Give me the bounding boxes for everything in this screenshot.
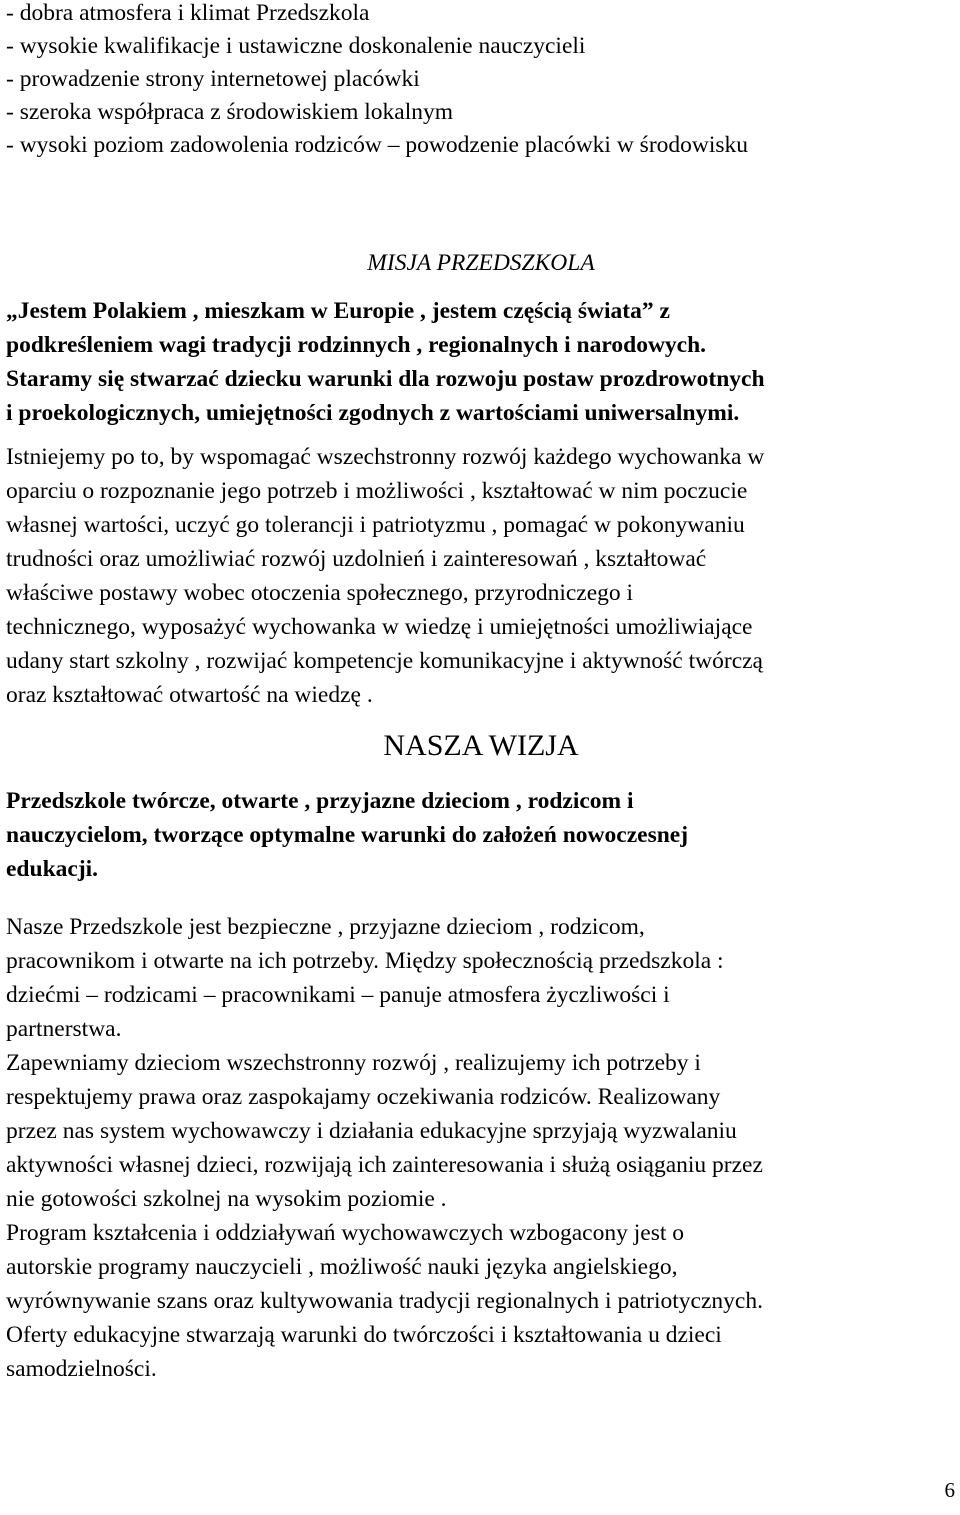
body-line: wyrównywanie szans oraz kultywowania tradycji regionalnych i patriotycznych. [6, 1288, 763, 1314]
body-line: przez nas system wychowawczy i działania edukacyjne sprzyjają wyzwalaniu [6, 1118, 737, 1144]
body-line: dziećmi – rodzicami – pracownikami – panuje atmosfera życzliwości i [6, 982, 670, 1008]
paragraph-line: udany start szkolny , rozwijać kompetencje komunikacyjne i aktywność twórczą [6, 648, 763, 674]
statement-line: Przedszkole twórcze, otwarte , przyjazne dzieciom , rodzicom i [6, 788, 634, 814]
body-line: nie gotowości szkolnej na wysokim poziomie . [6, 1186, 447, 1212]
statement-line: Staramy się stwarzać dziecku warunki dla rozwoju postaw prozdrowotnych [6, 366, 765, 392]
paragraph-line: właściwe postawy wobec otoczenia społecznego, przyrodniczego i [6, 580, 634, 606]
paragraph-line: oraz kształtować otwartość na wiedzę . [6, 682, 373, 708]
body-line: Oferty edukacyjne stwarzają warunki do twórczości i kształtowania u dzieci [6, 1322, 722, 1348]
document-page [6, 0, 956, 1386]
misja-statement [6, 362, 956, 430]
paragraph-line: Istniejemy po to, by wspomagać wszechstronny rozwój każdego wychowanka w [6, 444, 765, 470]
misja-heading: MISJA PRZEDSZKOLA [367, 250, 595, 276]
body-line: respektujemy prawa oraz zaspokajamy oczekiwania rodziców. Realizowany [6, 1084, 721, 1110]
statement-line: nauczycielom, tworzące optymalne warunki do założeń nowoczesnej [6, 822, 689, 848]
bullet-item: - prowadzenie strony internetowej placówki [6, 66, 420, 92]
body-line: Zapewniamy dzieciom wszechstronny rozwój , realizujemy ich potrzeby i [6, 1050, 701, 1076]
body-line: autorskie programy nauczycieli , możliwość nauki języka angielskiego, [6, 1254, 678, 1280]
page-number: 6 [944, 1478, 955, 1502]
body-line: Program kształcenia i oddziaływań wychowawczych wzbogacony jest o [6, 1220, 685, 1246]
bullet-item: - dobra atmosfera i klimat Przedszkola [6, 0, 370, 26]
misja-paragraph [6, 440, 956, 712]
statement-line: i proekologicznych, umiejętności zgodnych z wartościami uniwersalnymi. [6, 400, 740, 426]
bullet-item: - szeroka współpraca z środowiskiem lokalnym [6, 99, 454, 125]
body-line: samodzielności. [6, 1356, 157, 1382]
misja-motto [6, 294, 956, 362]
motto-line: podkreśleniem wagi tradycji rodzinnych , regionalnych i narodowych. [6, 332, 707, 358]
paragraph-line: trudności oraz umożliwiać rozwój uzdolnień i zainteresowań , kształtować [6, 546, 707, 572]
paragraph-line: własnej wartości, uczyć go tolerancji i patriotyzmu , pomagać w pokonywaniu [6, 512, 745, 538]
body-line: Nasze Przedszkole jest bezpieczne , przyjazne dzieciom , rodzicom, [6, 914, 645, 940]
paragraph-line: technicznego, wyposażyć wychowanka w wiedzę i umiejętności umożliwiające [6, 614, 753, 640]
wizja-heading: NASZA WIZJA [383, 729, 579, 762]
bullet-item: - wysokie kwalifikacje i ustawiczne doskonalenie nauczycieli [6, 33, 586, 59]
wizja-body [6, 910, 956, 1386]
motto-line: „Jestem Polakiem , mieszkam w Europie , jestem częścią świata” z [6, 298, 670, 324]
paragraph-line: oparciu o rozpoznanie jego potrzeb i możliwości , kształtować w nim poczucie [6, 478, 748, 504]
statement-line: edukacji. [6, 856, 99, 882]
body-line: aktywności własnej dzieci, rozwijają ich zainteresowania i służą osiąganiu przez [6, 1152, 763, 1178]
wizja-statement [6, 784, 956, 886]
bullet-list [6, 0, 956, 162]
body-line: partnerstwa. [6, 1016, 122, 1042]
body-line: pracownikom i otwarte na ich potrzeby. Między społecznością przedszkola : [6, 948, 724, 974]
bullet-item: - wysoki poziom zadowolenia rodziców – powodzenie placówki w środowisku [6, 132, 749, 158]
